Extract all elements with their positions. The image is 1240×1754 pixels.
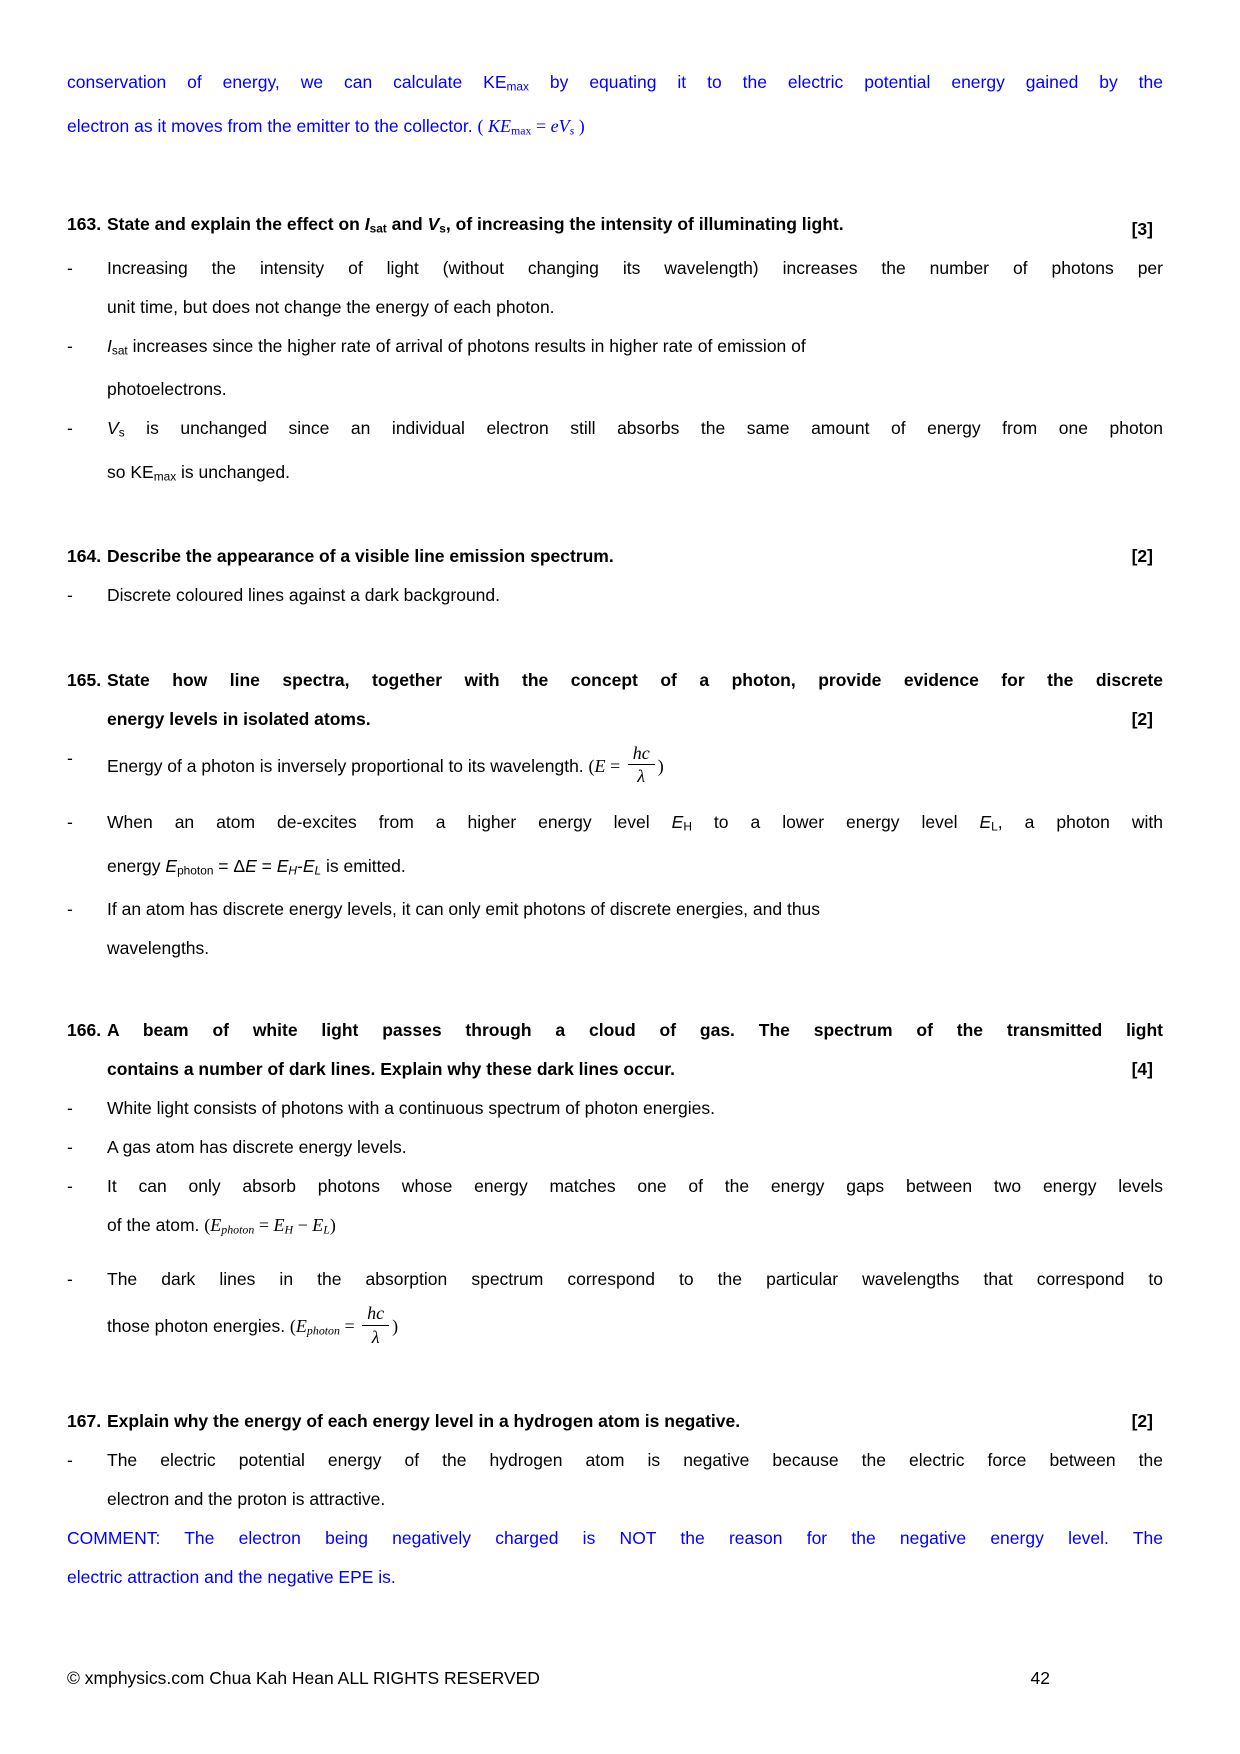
text-line: [107, 890, 1163, 929]
text-run: State how line spectra, together with the concept of a photon, provide evidence for the discrete: [107, 669, 1163, 690]
fraction-denominator: λ: [371, 1326, 380, 1347]
text-run: =: [254, 1215, 274, 1236]
text-line: [107, 1441, 1163, 1480]
bullet-dash: -: [67, 1450, 73, 1471]
text-run: increases since the higher rate of arrival of photons results in higher rate of emission of: [127, 335, 806, 356]
text-run: E: [210, 1215, 222, 1236]
text-run: unit time, but does not change the energy of each photon.: [107, 296, 555, 317]
text-run: E: [302, 855, 315, 876]
text-run: Describe the appearance of a visible line emission spectrum.: [107, 545, 614, 566]
text-run: (: [289, 1315, 296, 1336]
text-run: E: [276, 855, 289, 876]
text-run: electron as it moves from the emitter to the collector.: [67, 115, 478, 136]
document-body: [67, 63, 1163, 1597]
question-number: 167.: [67, 1411, 102, 1432]
text-run: E: [245, 855, 257, 876]
text-run: KE: [487, 115, 511, 136]
text-line: [107, 1128, 1163, 1167]
text-run: energy: [107, 855, 166, 876]
text-run: photon: [221, 1222, 255, 1237]
text-run: Explain why the energy of each energy level in a hydrogen atom is negative.: [107, 1411, 741, 1432]
bullet-dash: -: [67, 584, 73, 605]
answer-bullet: [67, 409, 1163, 496]
text-run: wavelengths.: [107, 938, 210, 959]
bullet-dash: -: [67, 1268, 73, 1289]
text-run: electron and the proton is attractive.: [107, 1489, 386, 1510]
text-line: [107, 803, 1163, 847]
fraction: [628, 743, 655, 787]
question-164: [67, 537, 1163, 576]
text-run: E: [594, 755, 606, 776]
text-run: energy levels in isolated atoms.: [107, 708, 371, 729]
text-line: [67, 1519, 1163, 1558]
text-run: those photon energies.: [107, 1315, 290, 1336]
answer-bullet: [67, 803, 1163, 890]
text-run: H: [284, 1222, 294, 1237]
bullet-text: [107, 1167, 1163, 1250]
text-run: H: [683, 819, 692, 834]
bullet-text: [107, 803, 1163, 890]
text-run: When an atom de-excites from a higher energy level: [107, 812, 672, 833]
text-run: max: [506, 79, 529, 94]
answer-bullet: [67, 1089, 1163, 1128]
text-run: E: [273, 1215, 285, 1236]
text-run: V: [427, 214, 440, 235]
text-run: COMMENT: The electron being negatively charged is NOT the reason for the negative energy level. The: [67, 1528, 1163, 1549]
text-line: [107, 453, 1163, 497]
answer-bullet: [67, 739, 1163, 795]
bullet-dash: -: [67, 1176, 73, 1197]
text-run: contains a number of dark lines. Explain why these dark lines occur.: [107, 1059, 675, 1080]
question-167: [67, 1402, 1163, 1441]
text-line: [107, 327, 1163, 371]
answer-bullet: [67, 890, 1163, 968]
text-run: E: [671, 812, 684, 833]
text-line: [107, 847, 1163, 891]
bullet-dash: -: [67, 747, 73, 768]
text-run: s: [569, 123, 575, 138]
bullet-text: [107, 409, 1163, 496]
text-run: Increasing the intensity of light (without changing its wavelength) increases the number of photons per: [107, 257, 1163, 278]
bullet-text: [107, 1128, 1163, 1167]
text-line: [107, 700, 1163, 739]
comment-paragraph: [67, 1519, 1163, 1597]
text-run: -: [297, 855, 303, 876]
text-line: [107, 1299, 1163, 1356]
text-run: max: [510, 123, 532, 138]
marks-badge: [2]: [1131, 708, 1153, 729]
text-run: White light consists of photons with a continuous spectrum of photon energies.: [107, 1098, 715, 1119]
bullet-dash: -: [67, 1137, 73, 1158]
text-run: E: [165, 855, 178, 876]
text-run: (: [477, 115, 488, 136]
marks-badge: [2]: [1131, 1411, 1153, 1432]
question-text: [107, 537, 1163, 576]
question-166: [67, 1011, 1163, 1089]
fraction-numerator: hc: [362, 1303, 389, 1326]
fraction: [362, 1303, 389, 1347]
page-number: 42: [1030, 1668, 1050, 1689]
text-run: The dark lines in the absorption spectrum correspond to the particular wavelengths that correspond to: [107, 1268, 1163, 1289]
text-run: sat: [369, 221, 387, 236]
question-text: [107, 661, 1163, 739]
bullet-text: [107, 249, 1163, 327]
marks-badge: [2]: [1131, 545, 1153, 566]
bullet-dash: -: [67, 418, 73, 439]
bullet-dash: -: [67, 335, 73, 356]
text-run: to a lower energy level: [691, 812, 980, 833]
text-run: conservation of energy, we can calculate KE: [67, 72, 507, 92]
text-run: s: [118, 426, 125, 441]
text-run: A beam of white light passes through a cloud of gas. The spectrum of the transmitted light: [107, 1020, 1163, 1041]
question-text: [107, 1011, 1163, 1089]
text-line: [67, 1558, 1163, 1597]
text-run: =: [256, 855, 277, 876]
text-run: ): [657, 755, 664, 776]
text-line: [107, 1402, 1163, 1441]
text-line: [107, 1480, 1163, 1519]
text-run: A gas atom has discrete energy levels.: [107, 1137, 407, 1158]
question-number: 165.: [67, 669, 102, 690]
text-run: (: [588, 755, 595, 776]
text-run: E: [312, 1215, 324, 1236]
bullet-dash: -: [67, 812, 73, 833]
text-run: , a photon with: [997, 812, 1164, 833]
text-run: ): [392, 1315, 399, 1336]
answer-bullet: [67, 327, 1163, 410]
text-run: L: [323, 1222, 330, 1237]
question-165: [67, 661, 1163, 739]
text-run: If an atom has discrete energy levels, it can only emit photons of discrete energies, and thus: [107, 899, 821, 920]
bullet-dash: -: [67, 257, 73, 278]
text-line: [107, 1089, 1163, 1128]
text-run: photon: [177, 863, 214, 878]
text-run: electric attraction and the negative EPE is.: [67, 1567, 396, 1588]
text-run: State and explain the effect on: [107, 214, 365, 235]
text-run: =: [605, 755, 625, 776]
bullet-text: [107, 576, 1163, 615]
bullet-text: [107, 1089, 1163, 1128]
text-run: photoelectrons.: [107, 379, 227, 400]
question-163: [67, 205, 1163, 249]
text-line: [107, 661, 1163, 700]
text-line: [107, 409, 1163, 453]
text-run: is emitted.: [321, 855, 406, 876]
text-run: L: [314, 863, 322, 878]
text-line: [67, 63, 1163, 107]
bullet-dash: -: [67, 899, 73, 920]
text-line: [107, 739, 1163, 795]
answer-bullet: [67, 1260, 1163, 1356]
text-line: [107, 929, 1163, 968]
text-run: E: [295, 1315, 307, 1336]
text-run: It can only absorb photons whose energy matches one of the energy gaps between two energy levels: [107, 1176, 1163, 1197]
text-run: E: [979, 812, 992, 833]
text-run: eV: [550, 115, 570, 136]
text-run: sat: [111, 343, 128, 358]
text-run: is unchanged since an individual electron still absorbs the same amount of energy from one photon: [124, 418, 1163, 439]
question-text: [107, 205, 1163, 249]
answer-bullet: [67, 576, 1163, 615]
bullet-text: [107, 890, 1163, 968]
bullet-text: [107, 1260, 1163, 1356]
answer-bullet: [67, 1167, 1163, 1250]
bullet-text: [107, 327, 1163, 410]
text-run: The electric potential energy of the hydrogen atom is negative because the electric force between the: [107, 1450, 1163, 1471]
text-run: by equating it to the electric potential energy gained by the: [528, 72, 1164, 92]
text-run: (: [204, 1215, 211, 1236]
text-run: max: [153, 469, 177, 484]
text-run: Energy of a photon is inversely proportional to its wavelength.: [107, 755, 589, 776]
text-run: of the atom.: [107, 1215, 205, 1236]
text-run: photon: [306, 1323, 340, 1338]
text-line: [107, 1011, 1163, 1050]
answer-bullet: [67, 249, 1163, 327]
text-line: [107, 205, 1163, 249]
question-text: [107, 1402, 1163, 1441]
text-line: [107, 1206, 1163, 1250]
fraction-denominator: λ: [637, 766, 646, 787]
text-line: [107, 1050, 1163, 1089]
text-run: H: [288, 863, 297, 878]
text-run: s: [439, 221, 446, 236]
text-run: ): [329, 1215, 336, 1236]
text-line: [107, 370, 1163, 409]
answer-bullet: [67, 1441, 1163, 1519]
text-run: so KE: [107, 462, 154, 483]
question-number: 166.: [67, 1020, 102, 1041]
intro-paragraph: [67, 63, 1163, 150]
text-line: [107, 249, 1163, 288]
text-run: L: [991, 819, 998, 834]
text-run: I: [364, 214, 370, 235]
text-run: and: [386, 214, 428, 235]
text-run: V: [107, 418, 119, 439]
text-run: −: [293, 1215, 313, 1236]
text-run: =: [339, 1315, 360, 1336]
page-footer: [67, 1659, 1163, 1698]
answer-bullet: [67, 1128, 1163, 1167]
text-line: [107, 1260, 1163, 1299]
text-line: [107, 1167, 1163, 1206]
text-run: =: [531, 115, 551, 136]
marks-badge: [3]: [1131, 218, 1153, 239]
text-run: Discrete coloured lines against a dark background.: [107, 584, 500, 605]
text-line: [107, 288, 1163, 327]
text-run: = Δ: [213, 855, 246, 876]
bullet-dash: -: [67, 1098, 73, 1119]
text-run: , of increasing the intensity of illuminating light.: [445, 214, 844, 235]
question-number: 163.: [67, 214, 102, 235]
question-number: 164.: [67, 545, 102, 566]
bullet-text: [107, 739, 1163, 795]
bullet-text: [107, 1441, 1163, 1519]
text-line: [67, 107, 1163, 151]
text-run: I: [107, 335, 112, 356]
marks-badge: [4]: [1131, 1059, 1153, 1080]
text-run: is unchanged.: [176, 462, 291, 483]
copyright-text: © xmphysics.com Chua Kah Hean ALL RIGHTS RESERVED: [67, 1668, 540, 1689]
fraction-numerator: hc: [628, 743, 655, 766]
text-line: [107, 576, 1163, 615]
text-line: [107, 537, 1163, 576]
text-run: ): [574, 115, 585, 136]
